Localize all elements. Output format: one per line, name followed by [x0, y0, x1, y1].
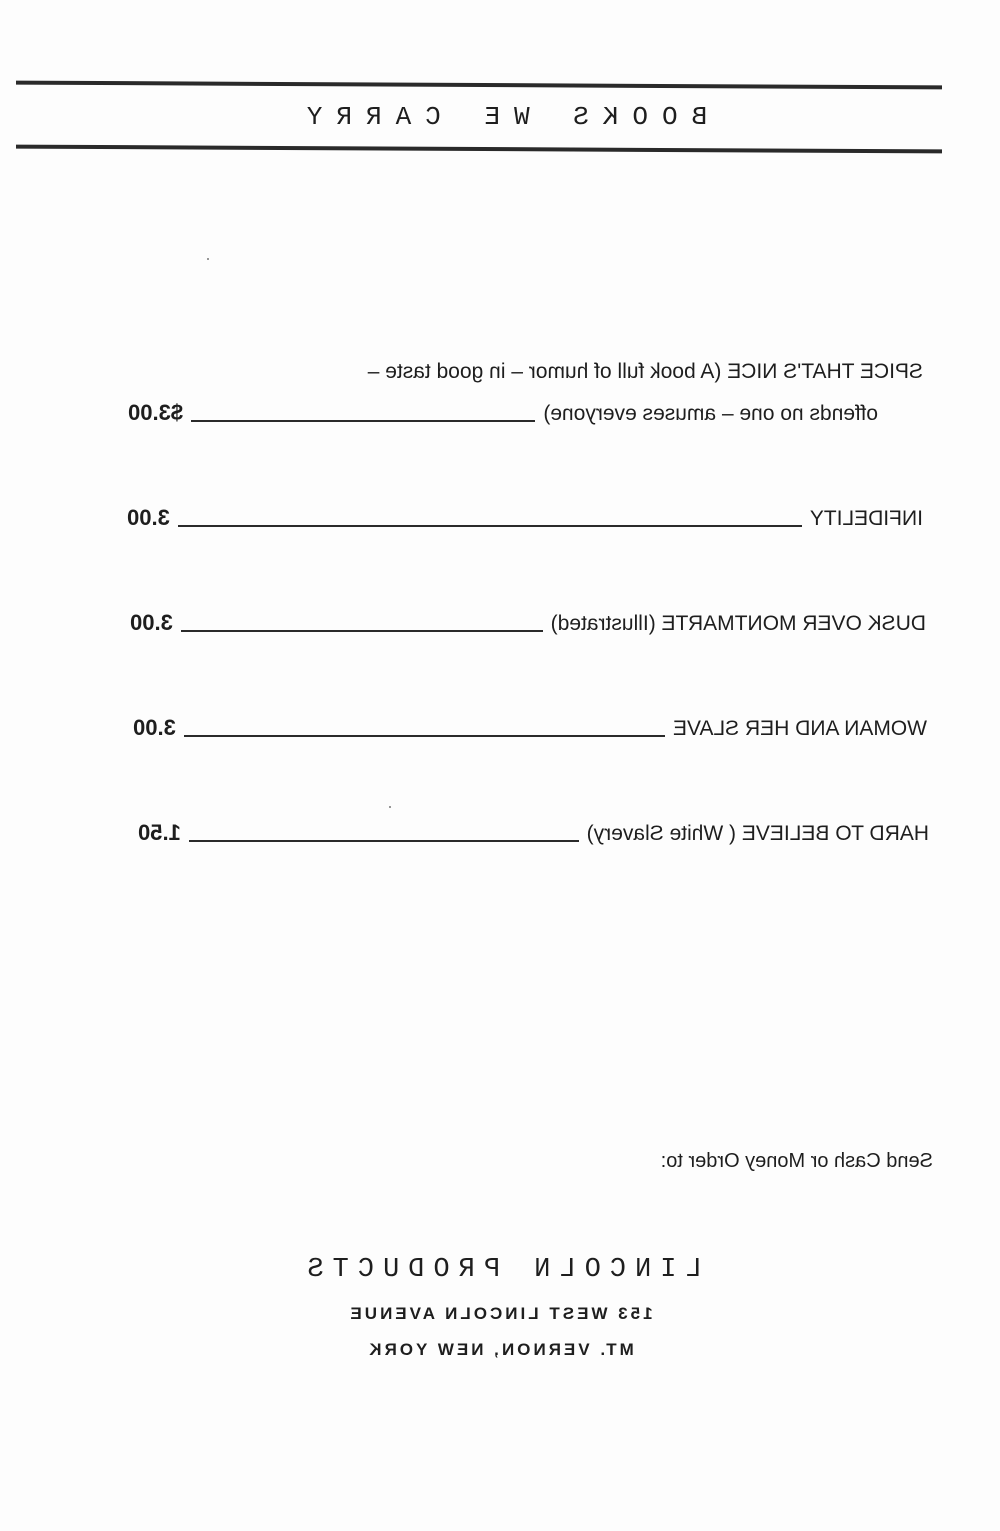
leader-line	[191, 420, 535, 422]
company-name: LINCOLN PRODUCTS	[298, 1255, 702, 1285]
top-rule	[16, 81, 942, 90]
book-3-entry	[130, 610, 926, 636]
book-4-price: 3.00	[133, 715, 176, 740]
book-5-price: 1.50	[138, 820, 181, 845]
leader-line	[184, 735, 665, 737]
leader-line	[178, 525, 802, 527]
leader-line	[181, 630, 543, 632]
book-5-entry	[138, 820, 929, 846]
book-2-price: 3.00	[127, 505, 170, 530]
book-2-entry	[127, 505, 923, 531]
address-line-2: MT. VERNON, NEW YORK	[366, 1340, 634, 1359]
paper-speck	[207, 258, 209, 260]
address-line-1: 153 WEST LINCOLN AVENUE	[347, 1304, 653, 1323]
book-3-price: 3.00	[130, 610, 173, 635]
book-1-price: $3.00	[128, 400, 184, 425]
book-4-title: WOMAN AND HER SLAVE	[673, 717, 927, 740]
book-1-title-line1: SPICE THAT'S NICE (A book full of humor – in good taste –	[367, 360, 923, 383]
leader-line	[189, 840, 579, 842]
book-1-entry	[128, 400, 878, 426]
paper-speck	[389, 806, 391, 808]
bottom-rule	[16, 145, 942, 154]
page-heading: BOOKS WE CARRY	[292, 102, 708, 132]
book-5-title: HARD TO BELIEVE ( White Slavery)	[586, 822, 929, 845]
book-2-title: INFIDELITY	[809, 507, 923, 530]
book-1-title-line2: offends no one – amuses everyone)	[543, 402, 878, 425]
book-3-title: DUSK OVER MONTMARTE (Illustrated)	[550, 612, 926, 635]
order-note: Send Cash or Money Order to:	[660, 1150, 933, 1172]
book-4-entry	[133, 715, 927, 741]
